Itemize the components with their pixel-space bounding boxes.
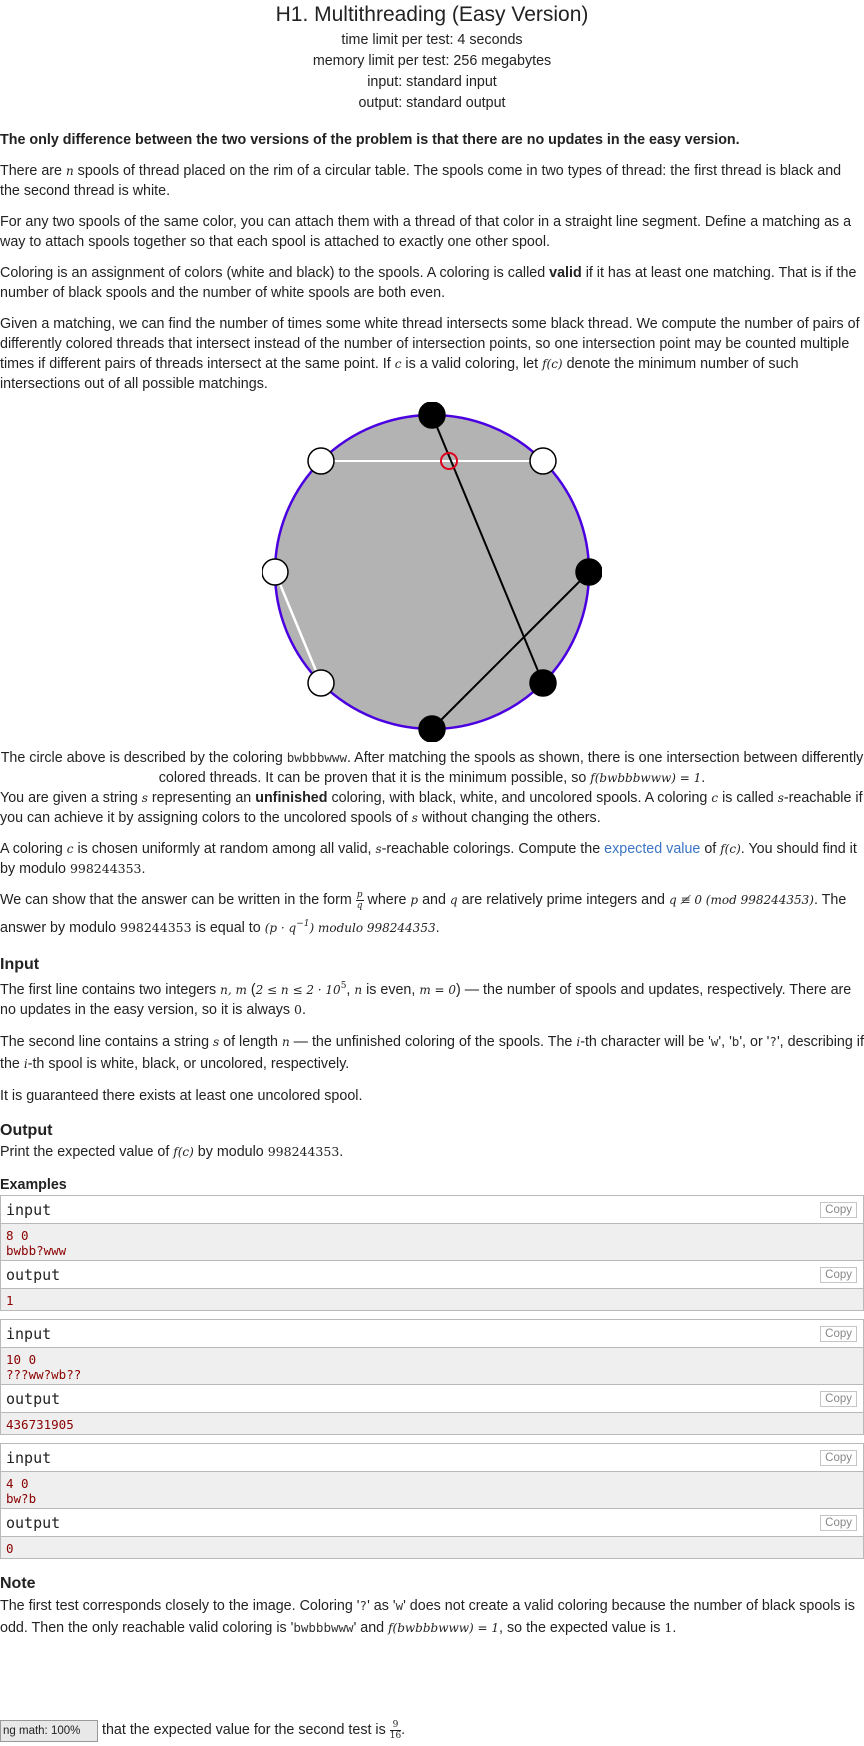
output-text: Print the expected value of f(c) by modulo 998244353. [0, 1143, 344, 1160]
copy-button[interactable]: Copy [820, 1202, 857, 1218]
example-test-2 [0, 1319, 864, 1435]
spool-black [576, 559, 602, 585]
example-test-3 [0, 1443, 864, 1559]
paragraph-7: We can show that the answer can be written in the form $\frac{p}{q}$ where p and q are relatively prime integers and q ≢ 0 (mod 998244353). The answer by modulo 998244353 is equal to $(p \cdot q^{-1})$ modulo 998244353. [0, 889, 847, 936]
input-line-2: The second line contains a string s of length n — the unfinished coloring of the spools. The i-th character will be 'w', 'b', or '?', describing if the i-th spool is white, black, or uncolored, respectively. [0, 1033, 864, 1072]
memory-limit: memory limit per test: 256 megabytes [312, 53, 552, 69]
example-output-body: 0 [1, 1537, 863, 1558]
input-section [0, 954, 864, 1106]
example-input-header: input Copy [1, 1320, 863, 1348]
copy-button[interactable]: Copy [820, 1515, 857, 1531]
example-output-header: output Copy [1, 1509, 863, 1537]
spool-black [419, 716, 445, 742]
example-test-1 [0, 1195, 864, 1311]
example-input-body: 4 0 bw?b [1, 1472, 863, 1509]
paragraph-2: For any two spools of the same color, you can attach them with a thread of that color in a straight line segment. Define a matching as a way to attach spools together so that each spool is attached to exactly one other spool. [0, 214, 852, 250]
copy-button[interactable]: Copy [820, 1267, 857, 1283]
note-heading: Note [0, 1574, 36, 1592]
example-output-header: output Copy [1, 1261, 863, 1289]
fraction-9-16: $\frac{9}{16}$ [389, 1719, 402, 1741]
spool-white [262, 559, 288, 585]
output-type: output: standard output [358, 95, 506, 111]
input-heading: Input [0, 955, 40, 973]
spool-circle-figure [262, 402, 602, 742]
note-text: The first test corresponds closely to the image. Coloring '?' as 'w' does not create a valid coloring because the number of black spools is odd. Then the only reachable valid coloring is 'bwbbbwww' and f(bwbbbwww) = 1, so the expected value is 1. [0, 1597, 855, 1636]
note-last-line: that the expected value for the second test is $\frac{9}{16}$ . [102, 1719, 406, 1741]
spool-white [530, 448, 556, 474]
math-zoom-indicator[interactable]: ng math: 100% [0, 1720, 98, 1742]
copy-button[interactable]: Copy [820, 1450, 857, 1466]
version-note: The only difference between the two versions of the problem is that there are no updates in the easy version. [0, 132, 740, 148]
example-input-body: 8 0 bwbb?www [1, 1224, 863, 1261]
example-output-body: 436731905 [1, 1413, 863, 1434]
input-line-3: It is guaranteed there exists at least one uncolored spool. [0, 1087, 363, 1104]
spool-black [419, 402, 445, 428]
paragraph-5: You are given a string s representing an unfinished coloring, with black, white, and uncolored spools. A coloring c is called s-reachable if you can achieve it by assigning colors to the uncolored spools of s without changing the others. [0, 790, 863, 826]
note-section [0, 1573, 864, 1639]
example-input-header: input Copy [1, 1444, 863, 1472]
spool-white [308, 670, 334, 696]
paragraph-4: Given a matching, we can find the number of times some white thread intersects some black thread. We compute the number of pairs of differently colored threads that intersect instead of the number of intersection points, so one intersection point may be counted multiple times if different pairs of threads intersect at the same point. If c is a valid coloring, let f(c) denote the minimum number of such intersections out of all possible matchings. [0, 316, 860, 392]
output-section [0, 1120, 864, 1162]
input-type: input: standard input [367, 74, 497, 90]
paragraph-3: Coloring is an assignment of colors (white and black) to the spools. A coloring is called valid if it has at least one matching. That is if the number of black spools and the number of white spools are both even. [0, 265, 857, 301]
examples-heading: Examples [0, 1176, 67, 1193]
example-input-header: input Copy [1, 1196, 863, 1224]
example-output-body: 1 [1, 1289, 863, 1310]
problem-statement [0, 2, 864, 1639]
paragraph-6: A coloring c is chosen uniformly at random among all valid, s-reachable colorings. Compute the expected value of f(c). You should find it by modulo 998244353. [0, 841, 857, 877]
time-limit: time limit per test: 4 seconds [341, 32, 523, 48]
copy-button[interactable]: Copy [820, 1326, 857, 1342]
problem-limits [0, 30, 864, 114]
example-input-body: 10 0 ???ww?wb?? [1, 1348, 863, 1385]
spool-black [530, 670, 556, 696]
input-line-1: The first line contains two integers n, m ($2 \le n \le 2 \cdot 10^5$, n is even, m = 0) — the number of spools and updates, respectively. There are no updates in the easy version, so it is always 0. [0, 980, 852, 1018]
example-output-header: output Copy [1, 1385, 863, 1413]
expected-value-link[interactable]: expected value [604, 841, 701, 857]
copy-button[interactable]: Copy [820, 1391, 857, 1407]
figure-caption: The circle above is described by the coloring bwbbbwww. After matching the spools as shown, there is one intersection between differently colored threads. It can be proven that it is the minimum possible, so f(bwbbbwww) = 1. [0, 750, 864, 786]
output-heading: Output [0, 1121, 53, 1139]
examples-list [0, 1195, 864, 1559]
fraction-p-over-q: $\frac{p}{q}$ [356, 889, 363, 911]
problem-title: H1. Multithreading (Easy Version) [275, 3, 589, 26]
paragraph-1: There are n spools of thread placed on the rim of a circular table. The spools come in two types of thread: the first thread is black and the second thread is white. [0, 163, 842, 199]
spool-white [308, 448, 334, 474]
